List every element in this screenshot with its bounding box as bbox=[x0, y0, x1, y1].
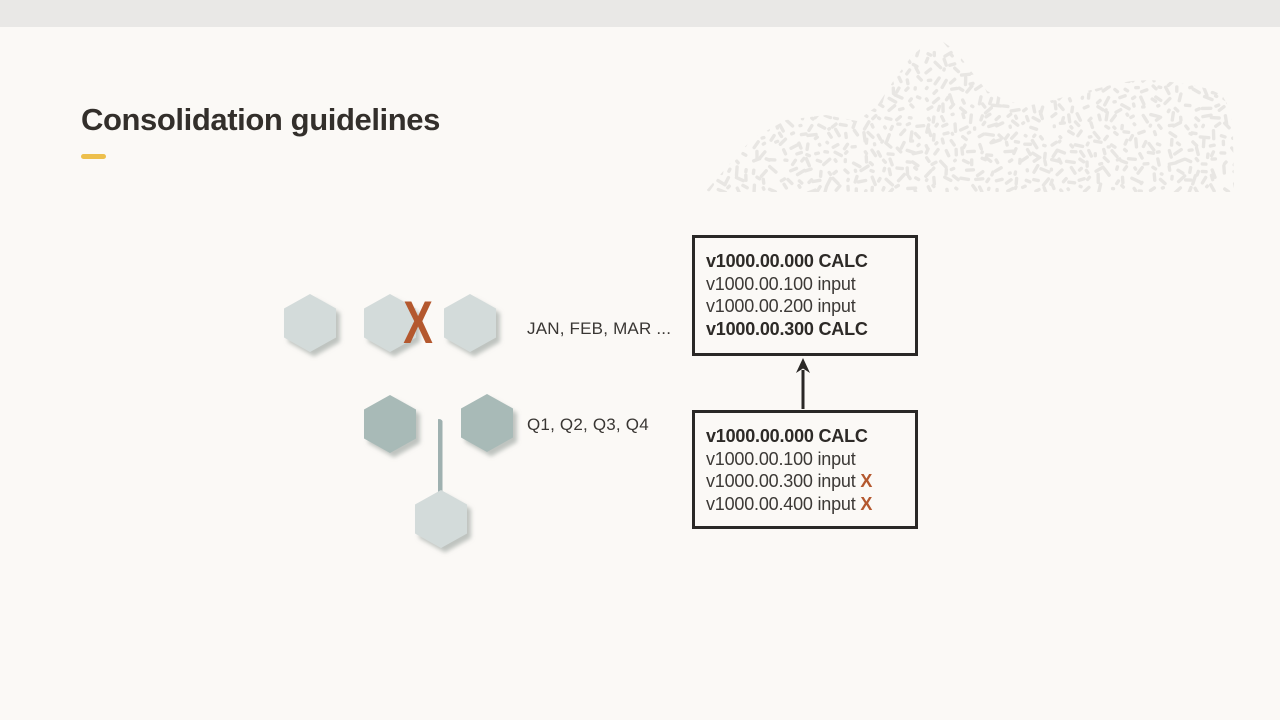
calc-box-line: v1000.00.000 CALC bbox=[706, 426, 868, 446]
calc-box-line: v1000.00.100 input bbox=[706, 448, 856, 469]
calc-box-line: v1000.00.100 input bbox=[706, 273, 856, 294]
hexagon-node-year-1 bbox=[415, 490, 467, 548]
calc-box-line: v1000.00.300 CALC bbox=[706, 318, 868, 339]
hexagon-node-quarter-2 bbox=[461, 394, 513, 452]
hexagon-node-month-3 bbox=[444, 294, 496, 352]
calc-box-monthly bbox=[692, 235, 918, 356]
calc-box-line: v1000.00.300 input X bbox=[706, 471, 873, 491]
calc-box-line: v1000.00.400 input X bbox=[706, 493, 873, 514]
top-band bbox=[0, 0, 1280, 27]
hexagon-hierarchy-diagram bbox=[255, 275, 555, 575]
x-mark-overlay: X bbox=[403, 289, 433, 357]
excluded-x-mark: X bbox=[855, 493, 873, 514]
months-label: JAN, FEB, MAR ... bbox=[527, 319, 672, 338]
excluded-x-mark: X bbox=[855, 471, 873, 491]
calc-box-line: v1000.00.000 CALC bbox=[706, 251, 868, 271]
hexagon-node-month-1 bbox=[284, 294, 336, 352]
page-title: Consolidation guidelines bbox=[81, 102, 440, 137]
calc-box-quarterly bbox=[692, 410, 918, 529]
hexagon-node-quarter-1 bbox=[364, 395, 416, 453]
title-accent-dash bbox=[81, 154, 106, 159]
arrow-up-icon bbox=[792, 357, 814, 409]
quarters-label: Q1, Q2, Q3, Q4 bbox=[527, 415, 649, 434]
dotted-mountain-decoration bbox=[700, 33, 1240, 195]
calc-box-line: v1000.00.200 input bbox=[706, 296, 856, 316]
